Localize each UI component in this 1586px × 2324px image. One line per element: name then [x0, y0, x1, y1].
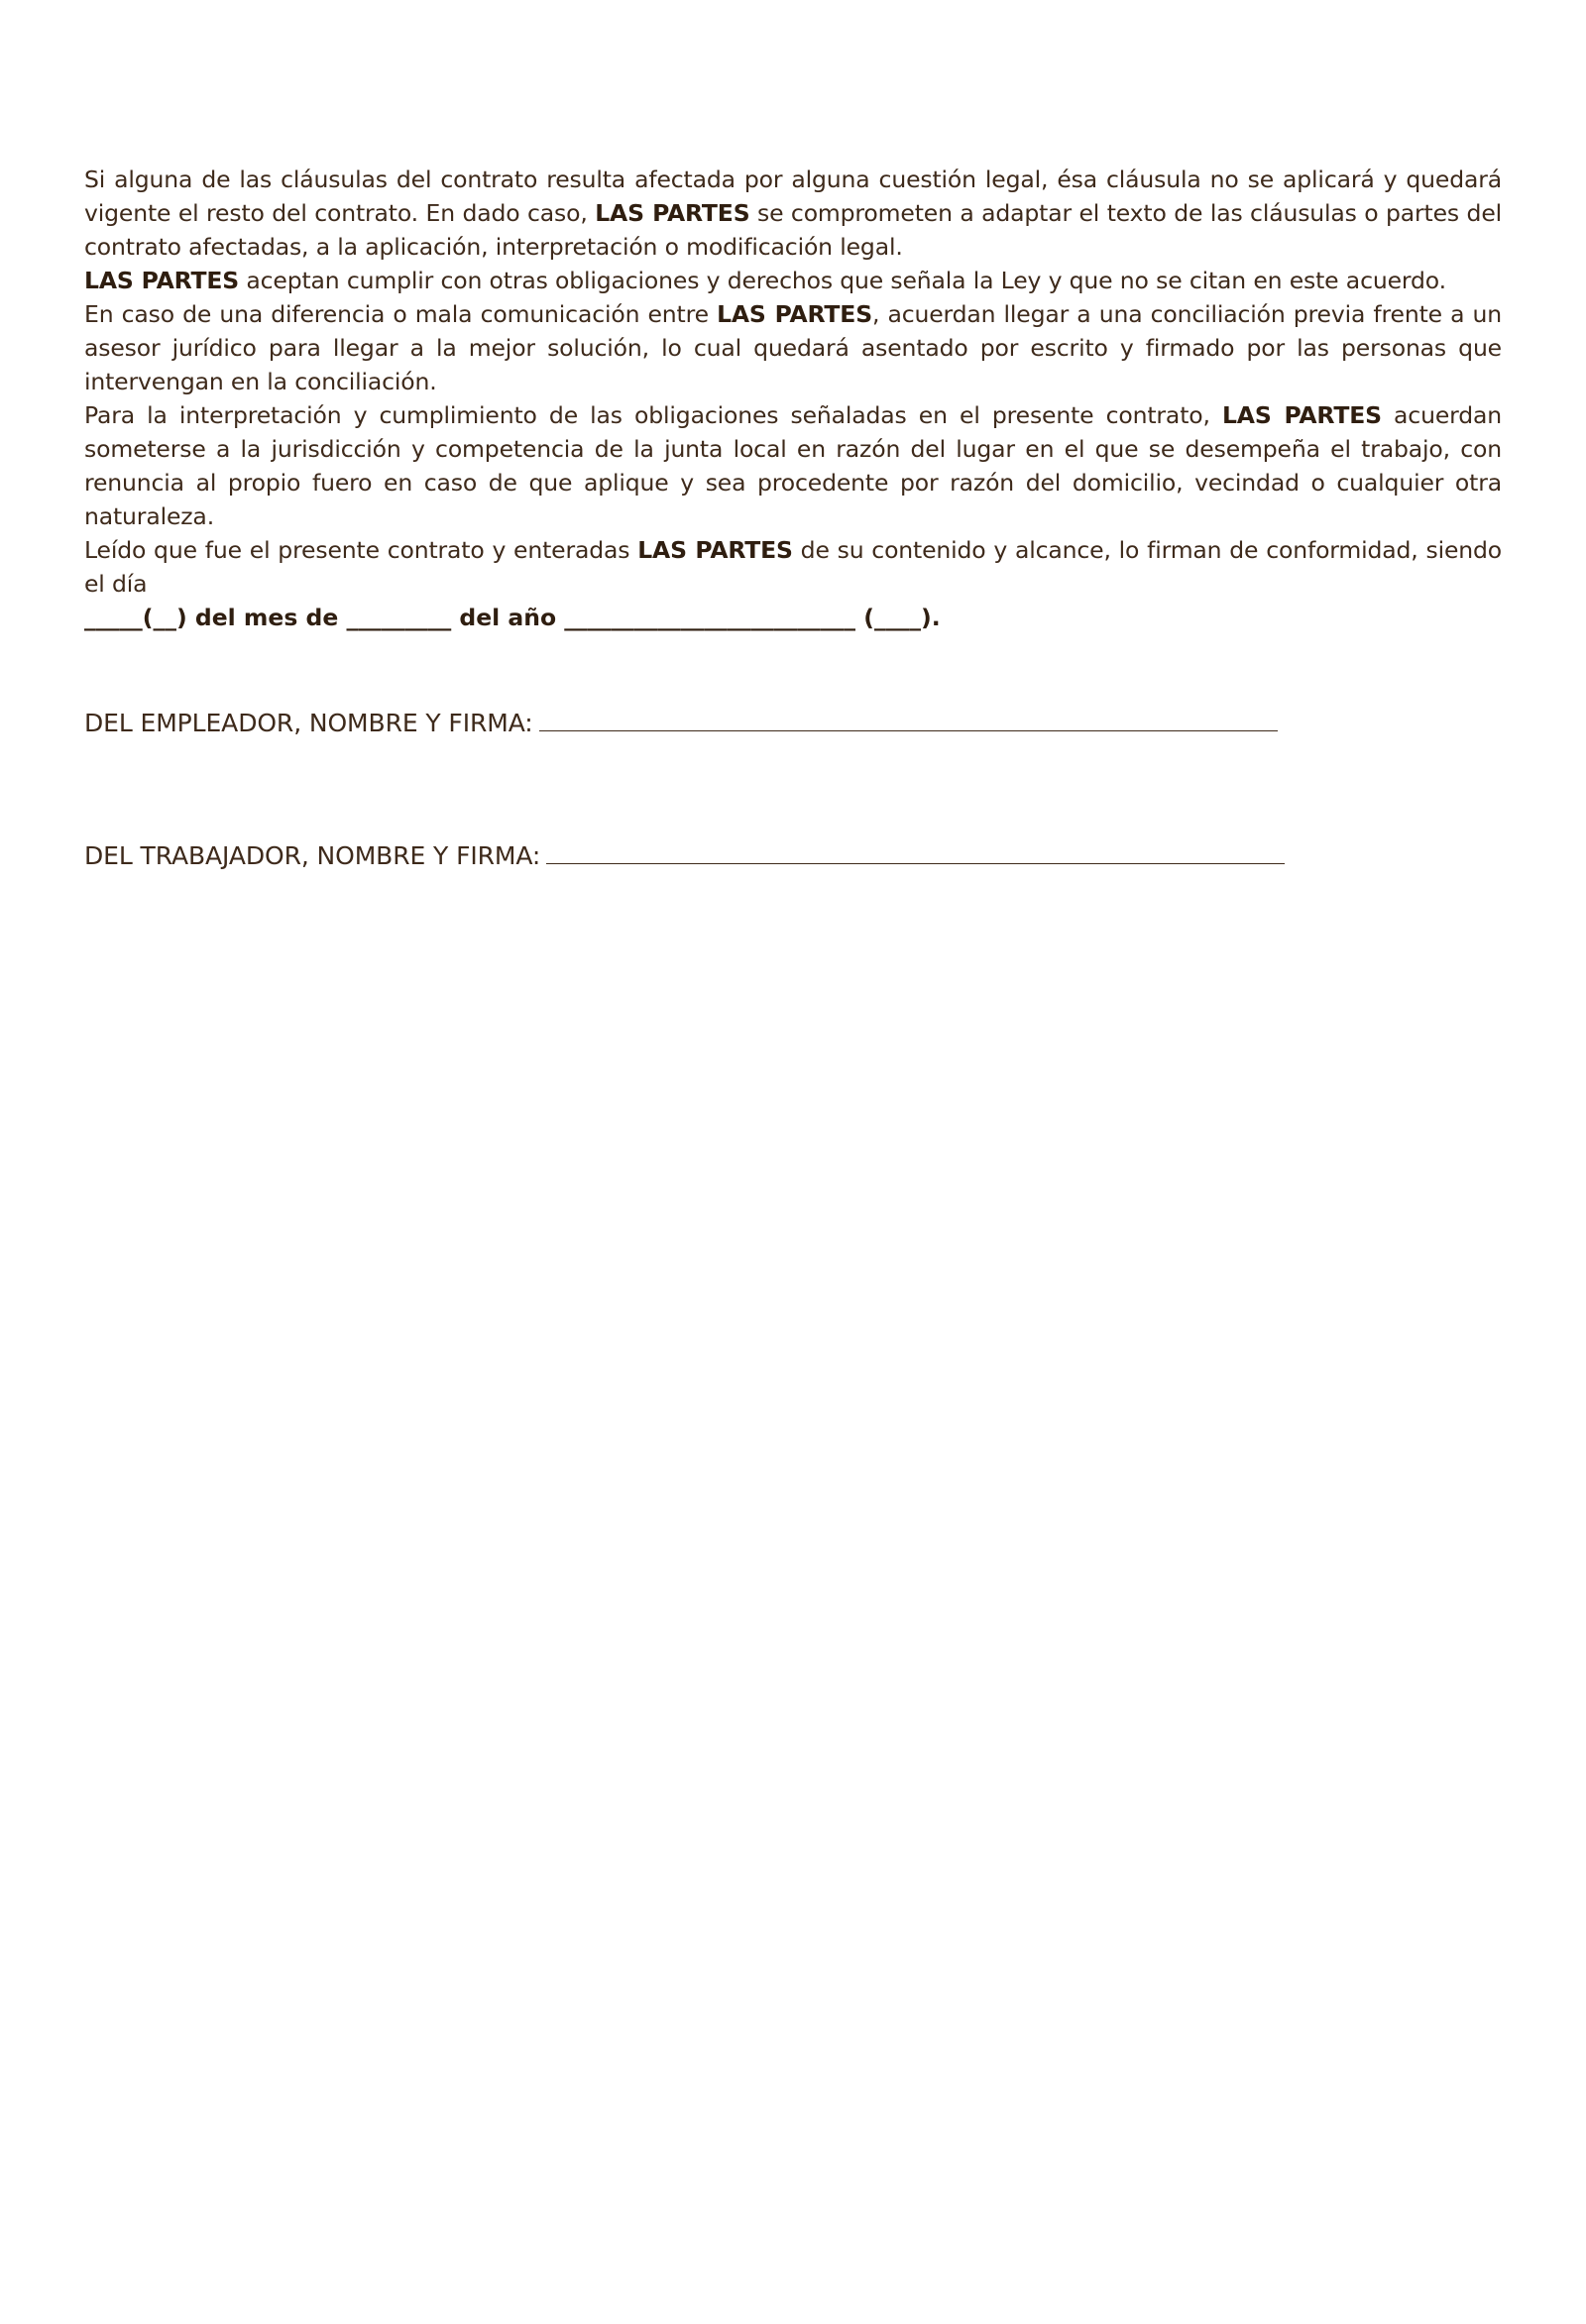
text: Leído que fue el presente contrato y enteradas: [84, 536, 638, 564]
bold-las-partes: LAS PARTES: [717, 300, 872, 328]
text: se comprometen a adaptar el texto de las cláusulas o partes del contrato afectadas, a la aplicación, interpretación o modificación legal.: [84, 199, 1503, 261]
text: aceptan cumplir con otras obligaciones y derechos que señala la Ley y que no se citan en este acuerdo.: [239, 267, 1446, 294]
clause-severability: [84, 163, 1502, 264]
contract-body: [84, 163, 1502, 634]
employer-signature-row: [84, 707, 1278, 740]
bold-las-partes: LAS PARTES: [637, 536, 793, 564]
worker-signature-label: DEL TRABAJADOR, NOMBRE Y FIRMA:: [84, 841, 541, 870]
text: En caso de una diferencia o mala comunicación entre: [84, 300, 718, 328]
date-fill-line[interactable]: _____(__) del mes de _________ del año _________________________ (____).: [84, 604, 941, 631]
text: Si alguna de las cláusulas del contrato resulta afectada por alguna cuestión legal, ésa cláusula no se aplicará y quedará vigente el resto del contrato. En dado caso,: [84, 166, 1502, 227]
bold-las-partes: LAS PARTES: [1221, 401, 1382, 429]
worker-signature-row: [84, 839, 1285, 873]
clause-obligations: [84, 264, 1502, 297]
text: de su contenido y alcance, lo firman de conformidad, siendo el día: [84, 536, 1502, 598]
clause-signing: [84, 533, 1502, 601]
text: Para la interpretación y cumplimiento de las obligaciones señaladas en el presente contrato,: [84, 401, 1222, 429]
text: , acuerdan llegar a una conciliación previa frente a un asesor jurídico para llegar a la mejor solución, lo cual quedará asentado por escrito y firmado por las personas que intervengan en la conciliación.: [84, 300, 1502, 395]
text: acuerdan someterse a la jurisdicción y competencia de la junta local en razón del lugar en el que se desempeña el trabajo, con renuncia al propio fuero en caso de que aplique y sea procedente por razón del domicilio, vecindad o cualquier otra naturaleza.: [84, 401, 1502, 530]
clause-conciliation: [84, 297, 1502, 398]
clause-jurisdiction: [84, 398, 1502, 533]
employer-signature-label: DEL EMPLEADOR, NOMBRE Y FIRMA:: [84, 709, 533, 737]
bold-las-partes: LAS PARTES: [595, 199, 750, 227]
worker-signature-line[interactable]: [546, 841, 1285, 864]
bold-las-partes: LAS PARTES: [84, 267, 240, 294]
employer-signature-line[interactable]: [539, 709, 1278, 731]
